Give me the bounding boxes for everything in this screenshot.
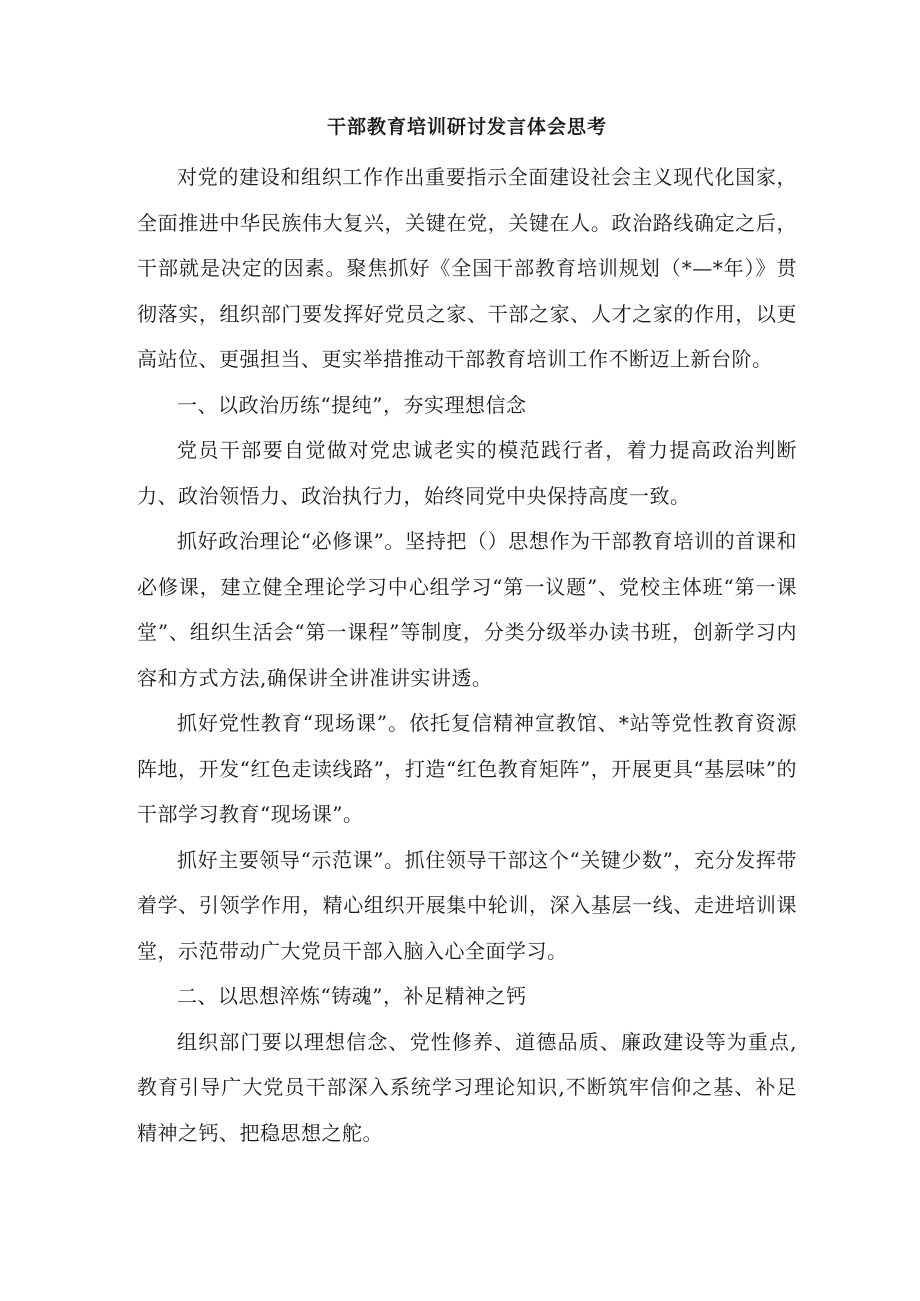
document-title: 干部教育培训研讨发言体会思考 xyxy=(326,116,607,138)
intro-paragraph: 对党的建设和组织工作作出重要指示全面建设社会主义现代化国家，全面推进中华民族伟大复兴，关键在党，关键在人。政治路线确定之后，干部就是决定的因素。聚焦抓好《全国干部教育培训规划（*—*年）》贯彻落实，组织部门要发挥好党员之家、干部之家、人才之家的作用，以更高站位、更强担当、更实举措推动干部教育培训工作不断迈上新台阶。 xyxy=(137,165,797,371)
body-paragraph: 抓好主要领导“示范课”。抓住领导干部这个“关键少数”，充分发挥带着学、引领学作用，精心组织开展集中轮训，深入基层一线、走进培训课堂，示范带动广大党员干部入脑入心全面学习。 xyxy=(137,847,797,963)
body-paragraph: 组织部门要以理想信念、党性修养、道德品质、廉政建设等为重点,教育引导广大党员干部深入系统学习理论知识,不断筑牢信仰之基、补足精神之钙、把稳思想之舵。 xyxy=(137,1029,797,1145)
section-heading-2: 二、以思想淬炼“铸魂”，补足精神之钙 xyxy=(177,984,527,1008)
body-paragraph: 抓好党性教育“现场课”。依托复信精神宣教馆、*站等党性教育资源阵地，开发“红色走读线路”，打造“红色教育矩阵”，开展更具“基层味”的干部学习教育“现场课”。 xyxy=(137,711,797,826)
body-paragraph: 抓好政治理论“必修课”。坚持把（）思想作为干部教育培训的首课和必修课，建立健全理论学习中心组学习“第一议题”、党校主体班“第一课堂”、组织生活会“第一课程”等制度，分类分级举办读书班，创新学习内容和方式方法,确保讲全讲准讲实讲透。 xyxy=(137,529,797,690)
document-page xyxy=(137,112,797,1156)
body-paragraph: 党员干部要自觉做对党忠诚老实的模范践行者，着力提高政治判断力、政治领悟力、政治执行力，始终同党中央保持高度一致。 xyxy=(137,438,797,508)
section-heading-1: 一、以政治历练“提纯”，夯实理想信念 xyxy=(177,392,527,417)
